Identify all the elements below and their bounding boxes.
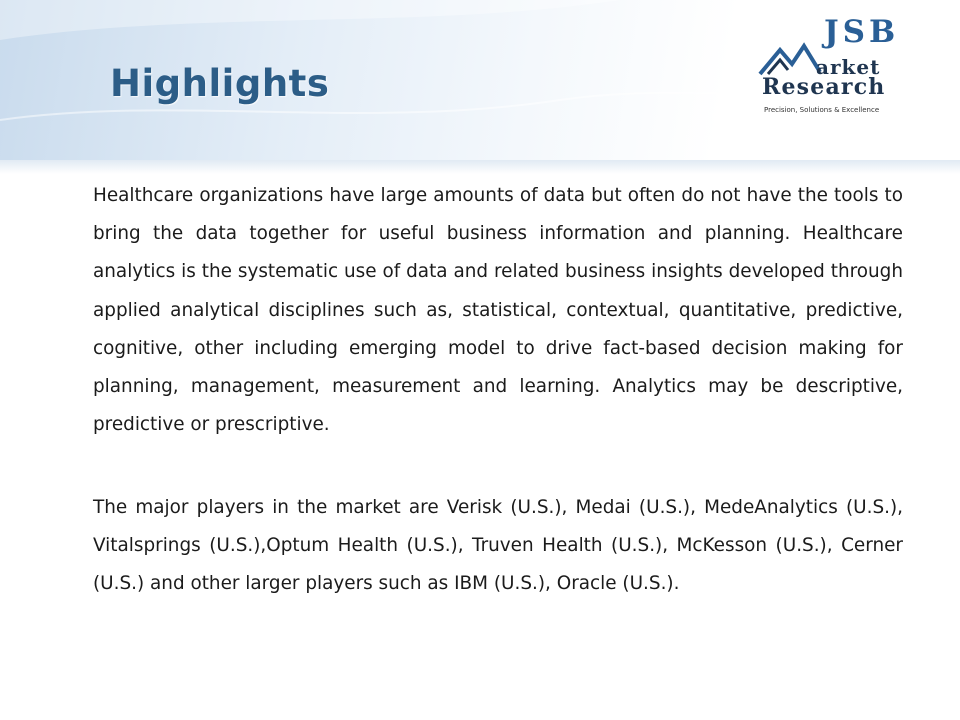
- logo-market-word: arket: [816, 55, 881, 79]
- company-logo: [758, 14, 940, 118]
- logo-tagline: Precision, Solutions & Excellence: [764, 106, 880, 114]
- logo-brand: JSB: [824, 14, 900, 50]
- paragraph-analytics: Healthcare organizations have large amounts of data but often do not have the tools to bring the data together for useful business information and planning. Healthcare analytics is the systematic use of data and related business insights developed through applied analytical disciplines such as, statistical, contextual, quantitative, predictive, cognitive, other including emerging model to drive fact-based decision making for planning, management, measurement and learning. Analytics may be descriptive, predictive or prescriptive.: [93, 185, 903, 436]
- slide-title: Highlights: [110, 62, 330, 105]
- mountain-icon: [758, 42, 822, 76]
- logo-research-word: Research: [762, 74, 886, 100]
- paragraph-major-players: The major players in the market are Verisk (U.S.), Medai (U.S.), MedeAnalytics (U.S.), Vitalsprings (U.S.),Optum Health (U.S.), Truven Health (U.S.), McKesson (U.S.), Cerner (U.S.) and other larger players such as IBM (U.S.), Oracle (U.S.).: [93, 497, 903, 595]
